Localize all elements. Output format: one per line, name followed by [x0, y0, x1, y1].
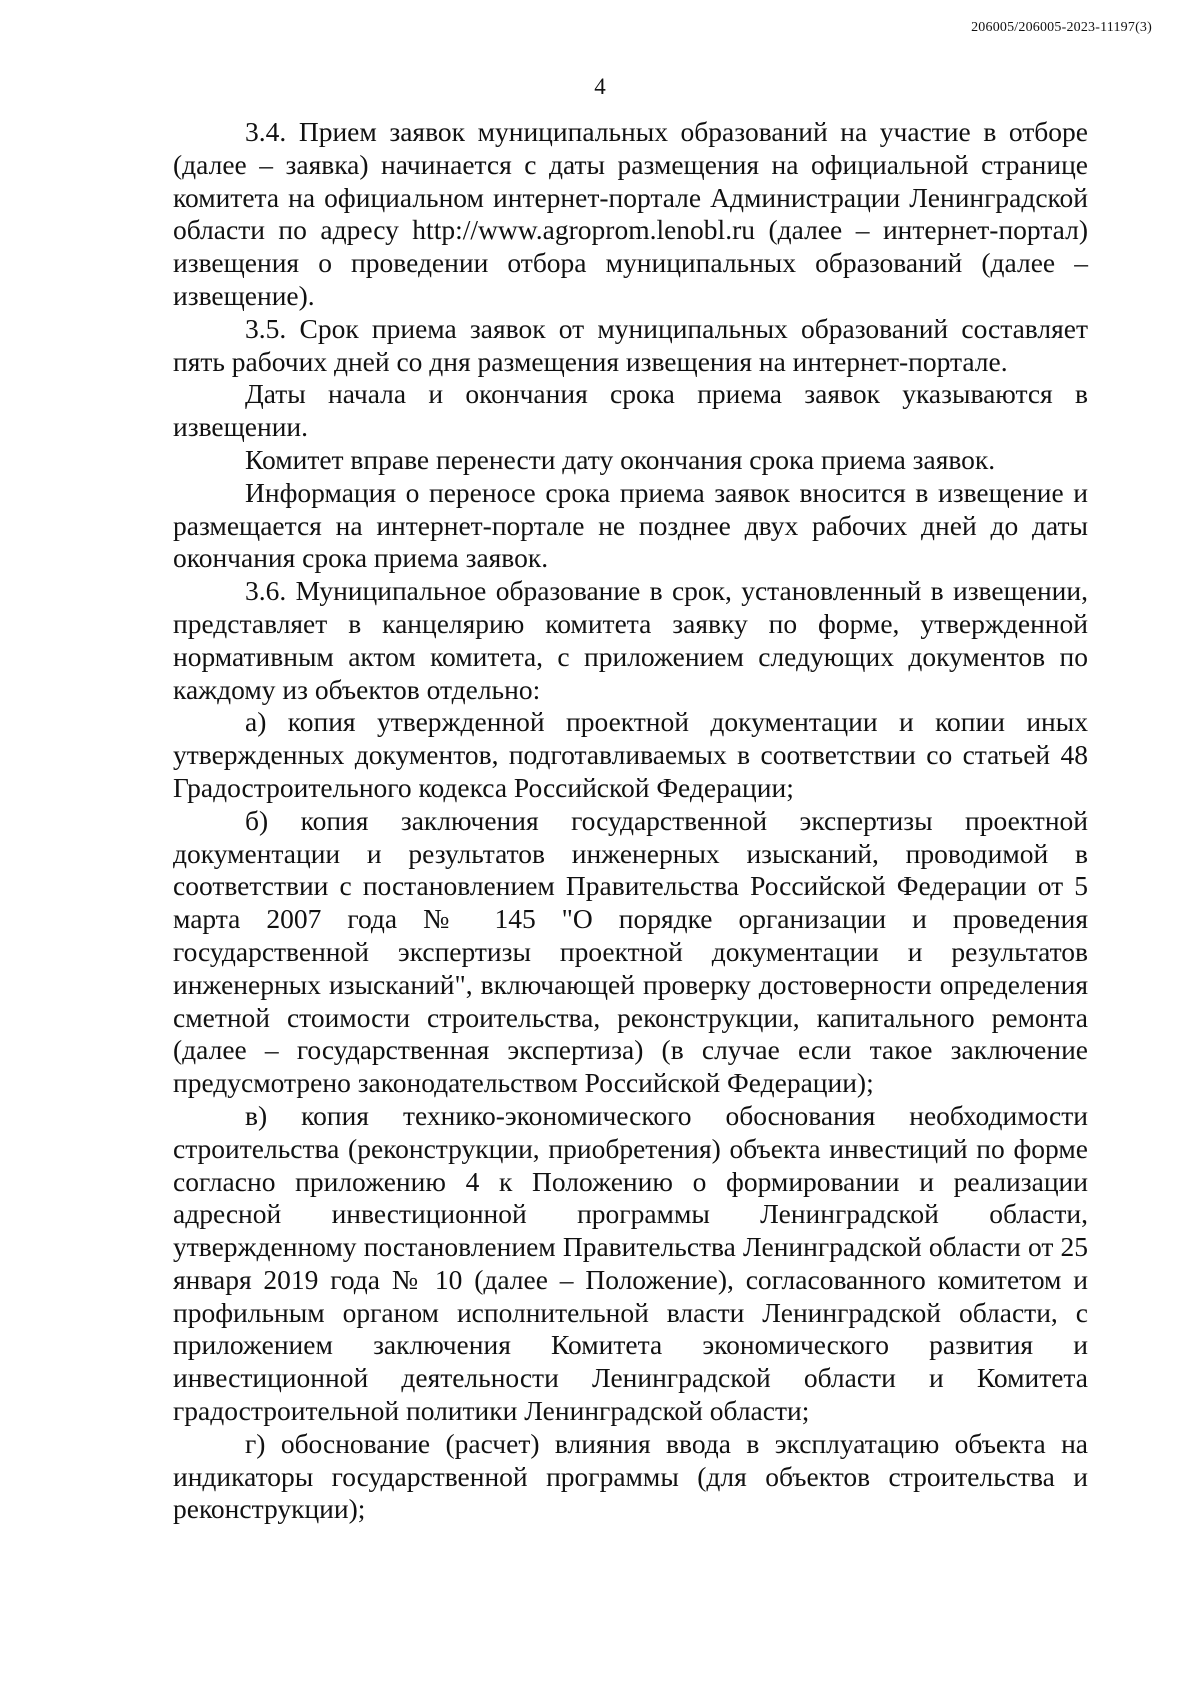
paragraph-postpone-right: Комитет вправе перенести дату окончания срока приема заявок. — [245, 443, 996, 475]
paragraph-postpone-info: Информация о переносе срока приема заявок вносится в извещение и размещается на интернет-портале не позднее двух рабочих дней до даты окончания срока приема заявок. — [173, 476, 1088, 574]
document-body — [173, 116, 1088, 1526]
paragraph-3-4: 3.4. Прием заявок муниципальных образований на участие в отборе (далее – заявка) начинается с даты размещения на официальной странице комитета на официальном интернет-портале Администрации Ленинградской области по адресу http://www.agroprom.lenobl.ru (далее – интернет-портал) извещения о проведении отбора муниципальных образований (далее – извещение). — [173, 116, 1088, 311]
paragraph-3-6: 3.6. Муниципальное образование в срок, установленный в извещении, представляет в канцелярию комитета заявку по форме, утвержденной нормативным актом комитета, с приложением следующих документов по каждому из объектов отдельно: — [173, 575, 1088, 705]
paragraph-dates: Даты начала и окончания срока приема заявок указываются в извещении. — [173, 378, 1088, 443]
list-item-g: г) обоснование (расчет) влияния ввода в эксплуатацию объекта на индикаторы государственной программы (для объектов строительства и реконструкции); — [173, 1427, 1088, 1525]
document-id: 206005/206005-2023-11197(3) — [971, 20, 1152, 35]
list-item-v: в) копия технико-экономического обоснования необходимости строительства (реконструкции, приобретения) объекта инвестиций по форме согласно приложению 4 к Положению о формировании и реализации адресной инвестиционной программы Ленинградской области, утвержденному постановлением Правительства Ленинградской области от 25 января 2019 года № 10 (далее – Положение), согласованного комитетом и профильным органом исполнительной власти Ленинградской области, с приложением заключения Комитета экономического развития и инвестиционной деятельности Ленинградской области и Комитета градостроительной политики Ленинградской области; — [173, 1099, 1088, 1427]
list-item-a: а) копия утвержденной проектной документации и копии иных утвержденных документов, подготавливаемых в соответствии со статьей 48 Градостроительного кодекса Российской Федерации; — [173, 706, 1088, 803]
list-item-b: б) копия заключения государственной экспертизы проектной документации и результатов инженерных изысканий, проводимой в соответствии с постановлением Правительства Российской Федерации от 5 марта 2007 года № 145 "О порядке организации и проведения государственной экспертизы проектной документации и результатов инженерных изысканий", включающей проверку достоверности определения сметной стоимости строительства, реконструкции, капитального ремонта (далее – государственная экспертиза) (в случае если такое заключение предусмотрено законодательством Российской Федерации); — [173, 804, 1088, 1099]
paragraph-3-5: 3.5. Срок приема заявок от муниципальных образований составляет пять рабочих дней со дня размещения извещения на интернет-портале. — [173, 312, 1088, 377]
page-number: 4 — [594, 74, 606, 99]
